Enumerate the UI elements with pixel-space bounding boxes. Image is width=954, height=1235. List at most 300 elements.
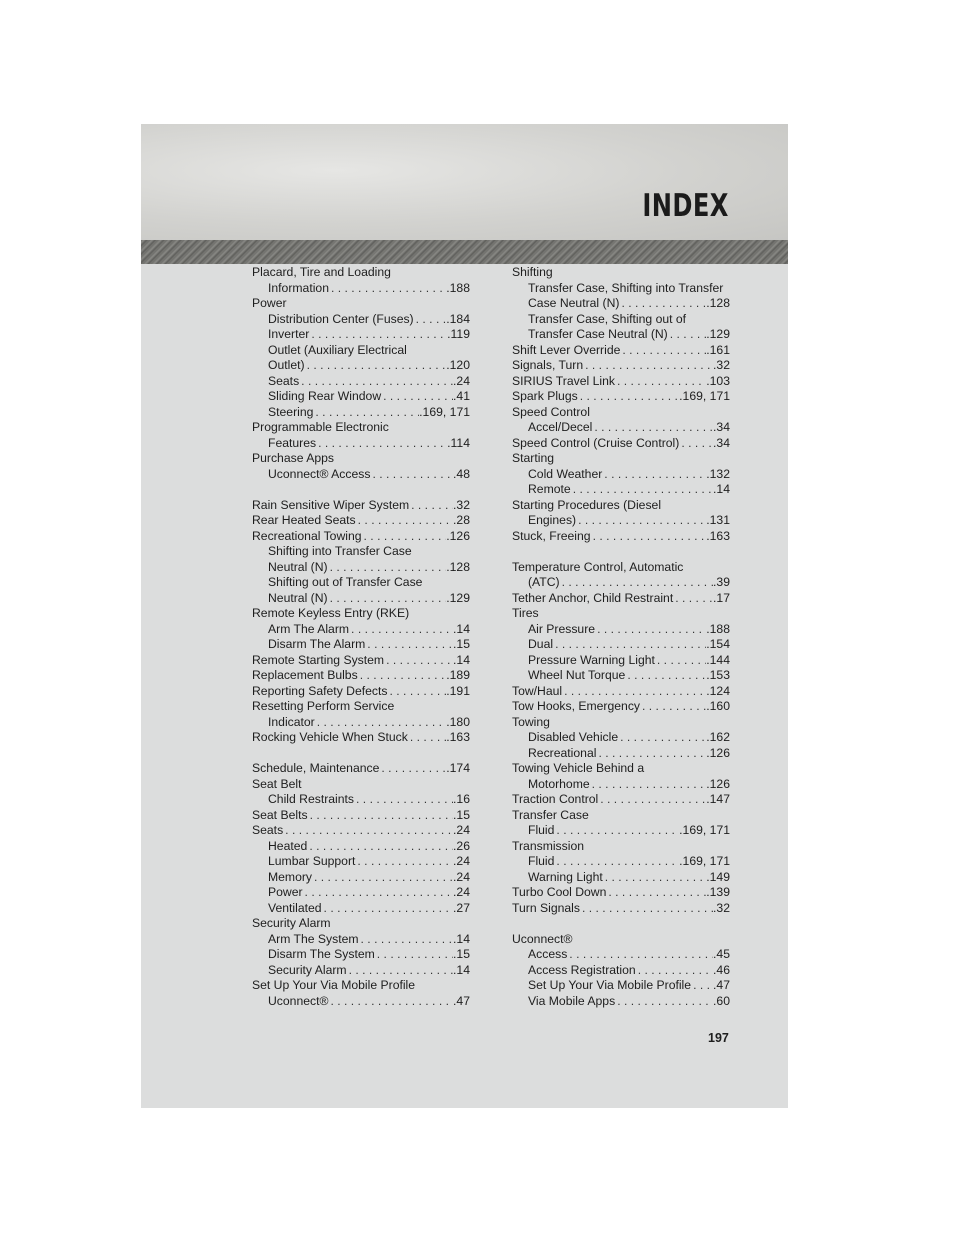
entry-page: .126 [706,745,730,760]
entry-page: .24 [453,373,470,388]
entry-text: Stuck, Freeing [512,528,591,543]
dot-leader [329,281,446,297]
index-subentry [252,947,470,963]
entry-page: .32 [713,358,730,372]
index-subentry [512,281,730,297]
entry-page: .191 [446,683,470,698]
entry-text: Recreational [528,745,597,760]
dot-leader [322,901,454,917]
entry-page: .174 [446,761,470,775]
entry-page: .169, 171 [679,823,730,837]
entry-page: .114 [447,435,470,450]
dot-leader [305,358,447,374]
entry-text: Temperature Control, Automatic [512,559,684,574]
index-subentry [252,870,470,886]
entry-page: .46 [713,962,730,977]
entry-page: .126 [446,528,470,543]
index-entry [252,978,470,994]
dot-leader [303,885,454,901]
entry-text: Fluid [528,823,555,837]
entry-page: .14 [453,652,470,667]
entry-text: Access [528,947,568,961]
entry-text: Wheel Nut Torque [528,668,626,682]
entry-text: Signals, Turn [512,358,584,372]
entry-page: .180 [446,714,470,729]
dot-leader [619,296,706,312]
entry-text: Rain Sensitive Wiper System [252,497,410,512]
entry-page: .14 [453,962,470,977]
entry-text: Engines) [528,513,577,527]
index-subentry [512,978,730,994]
entry-text: Warning Light [528,869,603,884]
entry-text: Seat Belts [252,807,308,822]
index-subentry [512,994,730,1010]
entry-text: Seat Belt [252,776,302,791]
dot-leader [592,420,713,436]
entry-text: Disabled Vehicle [528,730,619,744]
index-subentry [252,885,470,901]
dot-leader [354,792,453,808]
entry-text: Via Mobile Apps [528,993,616,1008]
index-subentry [252,374,470,390]
entry-text: Reporting Safety Defects [252,683,388,698]
dot-leader [358,668,447,684]
entry-page: .15 [453,947,470,961]
entry-text: Indicator [268,714,315,729]
index-entry [252,823,470,839]
index-subentry [252,389,470,405]
entry-page: .160 [706,699,730,713]
entry-text: Turn Signals [512,900,580,915]
entry-page: .131 [706,513,730,527]
entry-page: .124 [706,683,730,698]
index-spacer [252,482,470,498]
entry-text: Transfer Case Neutral (N) [528,327,668,341]
index-subentry [512,513,730,529]
entry-text: Traction Control [512,792,599,806]
index-entry [512,761,730,777]
entry-page: .188 [706,621,730,636]
entry-text: Replacement Bulbs [252,668,358,682]
entry-text: Purchase Apps [252,451,334,465]
index-subentry [252,575,470,591]
index-subentry [512,947,730,963]
entry-page: .27 [453,900,470,915]
index-entry [512,405,730,421]
entry-text: Memory [268,869,313,884]
dot-leader [359,932,454,948]
index-spacer [512,916,730,932]
dot-leader [409,498,453,514]
entry-text: Resetting Perform Service [252,699,395,713]
dot-leader [553,637,706,653]
index-subentry [252,932,470,948]
index-subentry [252,358,470,374]
entry-page: .153 [706,668,730,682]
index-entry [252,513,470,529]
entry-text: SIRIUS Travel Link [512,373,615,388]
index-spacer [512,544,730,560]
entry-page: .15 [453,637,470,651]
entry-page: .47 [713,978,730,992]
index-subentry [252,467,470,483]
entry-text: Towing [512,714,550,729]
entry-text: Outlet) [268,358,305,372]
index-subentry [252,312,470,328]
index-entry [252,653,470,669]
entry-text: Transfer Case, Shifting into Transfer [528,280,724,295]
index-entry [512,389,730,405]
index-subentry [252,963,470,979]
entry-text: Shifting out of Transfer Case [268,575,423,589]
dot-leader [576,513,706,529]
entry-page: .14 [713,482,730,496]
entry-text: Information [268,280,329,295]
dot-leader [328,560,447,576]
index-entry [252,668,470,684]
dot-leader [414,312,447,328]
entry-page: .24 [453,854,470,868]
dot-leader [625,668,706,684]
entry-page: .144 [706,652,730,667]
entry-text: Transfer Case, Shifting out of [528,311,687,326]
entry-page: .120 [446,358,470,372]
entry-text: Starting [512,451,555,465]
dot-leader [365,637,453,653]
index-spacer [252,746,470,762]
dot-leader [299,374,453,390]
index-subentry [252,637,470,653]
entry-page: .128 [446,559,470,574]
dot-leader [596,746,706,762]
entry-text: Uconnect® [512,931,573,946]
dot-leader [636,963,713,979]
entry-page: .32 [453,497,470,512]
index-entry [512,436,730,452]
dot-leader [615,374,706,390]
entry-page: .184 [446,311,470,326]
dot-leader [379,761,446,777]
index-subentry [512,312,730,328]
dot-leader [309,327,447,343]
dot-leader [620,343,706,359]
index-column-right [512,265,730,1009]
entry-text: Pressure Warning Light [528,652,655,667]
dot-leader [590,777,707,793]
entry-page: .41 [453,389,470,403]
page-title: INDEX [642,188,729,224]
index-subentry [252,994,470,1010]
entry-page: .34 [713,420,730,434]
index-entry [252,699,470,715]
index-entry [512,808,730,824]
index-subentry [512,668,730,684]
index-entry [512,560,730,576]
index-subentry [512,730,730,746]
entry-text: Transfer Case [512,807,589,822]
entry-text: Rocking Vehicle When Stuck [252,730,408,744]
index-subentry [512,854,730,870]
dot-leader [356,513,453,529]
entry-text: Outlet (Auxiliary Electrical [268,342,407,357]
index-subentry [252,327,470,343]
dot-leader [583,358,713,374]
entry-text: Neutral (N) [268,590,328,605]
entry-page: .139 [706,885,730,899]
entry-text: Neutral (N) [268,559,328,574]
entry-text: Towing Vehicle Behind a [512,761,645,775]
dot-leader [602,467,706,483]
header-band [141,240,788,264]
index-subentry [512,823,730,839]
index-entry [512,932,730,948]
entry-text: Uconnect® [268,993,329,1008]
index-subentry [252,281,470,297]
entry-page: .16 [453,792,470,806]
index-subentry [512,420,730,436]
index-subentry [252,591,470,607]
index-subentry [512,777,730,793]
entry-page: .163 [446,730,470,744]
entry-page: .14 [453,931,470,946]
entry-text: Remote [528,482,571,496]
entry-page: .149 [706,869,730,884]
entry-text: Lumbar Support [268,854,356,868]
index-entry [512,684,730,700]
entry-text: Tow/Haul [512,683,563,698]
entry-page: .39 [713,575,730,589]
index-subentry [512,327,730,343]
entry-text: Remote Starting System [252,652,385,667]
entry-text: Heated [268,838,308,853]
dot-leader [598,792,706,808]
entry-text: Distribution Center (Fuses) [268,311,414,326]
index-subentry [252,715,470,731]
index-subentry [252,622,470,638]
entry-text: Motorhome [528,776,590,791]
entry-page: .163 [706,528,730,543]
entry-text: Transmission [512,838,585,853]
dot-leader [562,684,706,700]
entry-text: Fluid [528,854,555,868]
dot-leader [316,436,447,452]
entry-text: Programmable Electronic [252,420,389,434]
dot-leader [388,684,447,700]
entry-page: .26 [453,838,470,853]
entry-page: .60 [713,993,730,1008]
entry-text: Tow Hooks, Emergency [512,699,641,713]
entry-page: .162 [706,730,730,744]
entry-text: Placard, Tire and Loading [252,265,391,279]
index-subentry [512,870,730,886]
dot-leader [349,622,453,638]
dot-leader [328,591,447,607]
index-entry [512,792,730,808]
dot-leader [560,575,713,591]
entry-text: Shifting into Transfer Case [268,544,412,558]
dot-leader [580,901,713,917]
entry-page: .129 [446,590,470,605]
index-entry [252,420,470,436]
index-entry [512,529,730,545]
index-entry [252,606,470,622]
dot-leader [307,839,453,855]
index-subentry [252,854,470,870]
entry-text: Disarm The Alarm [268,637,366,651]
entry-text: Starting Procedures (Diesel [512,497,662,512]
entry-text: Ventilated [268,900,322,915]
index-column-left [252,265,470,1009]
dot-leader [603,870,707,886]
entry-text: Schedule, Maintenance [252,761,380,775]
index-entry [252,761,470,777]
index-entry [512,715,730,731]
index-entry [252,296,470,312]
dot-leader [283,823,453,839]
entry-text: Shift Lever Override [512,342,621,357]
entry-page: .132 [706,466,730,481]
dot-leader [315,715,447,731]
index-subentry [512,653,730,669]
entry-page: .161 [706,342,730,357]
dot-leader [362,529,447,545]
index-entry [512,591,730,607]
index-entry [252,684,470,700]
index-subentry [512,746,730,762]
index-subentry [512,637,730,653]
entry-text: Accel/Decel [528,420,593,434]
entry-text: Power [268,885,303,899]
entry-text: Power [252,296,287,310]
entry-page: .15 [453,807,470,822]
entry-text: Remote Keyless Entry (RKE) [252,606,410,620]
dot-leader [640,699,706,715]
entry-text: Sliding Rear Window [268,389,382,403]
index-entry [512,901,730,917]
entry-text: Set Up Your Via Mobile Profile [528,978,692,992]
entry-text: Tether Anchor, Child Restraint [512,590,674,605]
dot-leader [615,994,713,1010]
dot-leader [408,730,446,746]
entry-text: Features [268,435,317,450]
dot-leader [554,823,679,839]
entry-page: .48 [453,466,470,481]
entry-text: Speed Control (Cruise Control) [512,435,680,450]
dot-leader [571,482,713,498]
entry-page: .47 [453,993,470,1008]
index-subentry [252,405,470,421]
dot-leader [347,963,453,979]
entry-page: .24 [453,869,470,884]
entry-page: .14 [453,621,470,636]
index-subentry [512,296,730,312]
entry-text: Access Registration [528,962,636,977]
entry-text: Recreational Towing [252,528,362,543]
entry-text: Air Pressure [528,621,596,636]
entry-text: (ATC) [528,575,560,589]
entry-page: .24 [453,885,470,899]
entry-page: .24 [453,823,470,837]
index-subentry [252,560,470,576]
dot-leader [313,405,419,421]
entry-text: Cold Weather [528,466,603,481]
entry-text: Steering [268,404,314,419]
entry-text: Arm The Alarm [268,621,350,636]
dot-leader [606,885,706,901]
dot-leader [655,653,706,669]
index-subentry [252,544,470,560]
entry-page: .129 [706,327,730,341]
index-entry [252,265,470,281]
entry-text: Rear Heated Seats [252,513,356,527]
entry-text: Seats [252,823,284,837]
index-subentry [252,839,470,855]
index-subentry [512,622,730,638]
dot-leader [673,591,713,607]
dot-leader [567,947,713,963]
entry-text: Security Alarm [268,962,347,977]
entry-text: Case Neutral (N) [528,296,620,310]
entry-text: Set Up Your Via Mobile Profile [252,978,416,992]
entry-text: Shifting [512,265,553,279]
index-entry [512,839,730,855]
page-number: 197 [708,1031,729,1045]
entry-page: .28 [453,513,470,527]
index-entry [512,606,730,622]
dot-leader [595,622,706,638]
entry-page: .154 [706,637,730,651]
index-entry [252,451,470,467]
index-subentry [252,436,470,452]
entry-page: .34 [713,435,730,450]
index-entry [512,699,730,715]
dot-leader [328,994,453,1010]
entry-page: .169, 171 [679,389,730,403]
dot-leader [679,436,713,452]
entry-text: Child Restraints [268,792,355,806]
entry-page: .103 [706,373,730,388]
index-subentry [512,575,730,591]
index-subentry [512,467,730,483]
index-subentry [252,901,470,917]
entry-text: Dual [528,637,554,651]
entry-text: Arm The System [268,931,359,946]
index-entry [512,374,730,390]
entry-page: .17 [713,590,730,605]
index-entry [252,529,470,545]
dot-leader [618,730,706,746]
entry-page: .32 [713,900,730,915]
dot-leader [308,808,453,824]
entry-text: Seats [268,373,300,388]
dot-leader [591,529,707,545]
entry-text: Turbo Cool Down [512,885,607,899]
index-subentry [252,792,470,808]
entry-text: Inverter [268,327,310,341]
dot-leader [384,653,453,669]
index-subentry [512,482,730,498]
dot-leader [355,854,453,870]
header-texture [141,124,788,240]
index-entry [512,265,730,281]
entry-text: Speed Control [512,404,590,419]
entry-text: Spark Plugs [512,389,578,403]
entry-text: Uconnect® Access [268,466,371,481]
index-entry [252,498,470,514]
entry-page: .188 [446,280,470,295]
entry-page: .126 [706,776,730,791]
dot-leader [375,947,453,963]
